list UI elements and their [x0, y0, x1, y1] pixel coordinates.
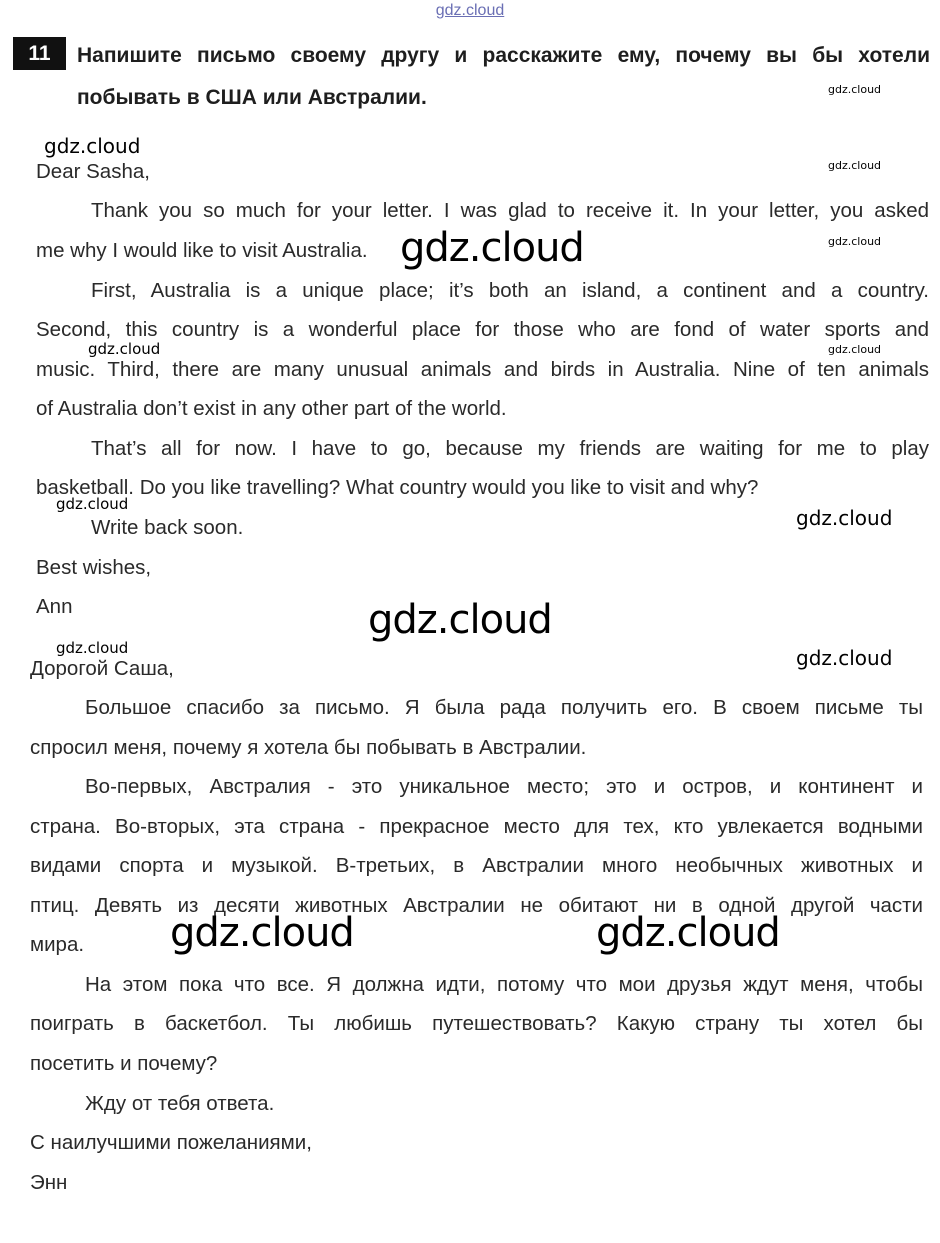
watermark: gdz.cloud	[88, 340, 161, 358]
paragraph-line: Жду от тебя ответа.	[85, 1092, 275, 1115]
watermark: gdz.cloud	[828, 343, 882, 356]
watermark: gdz.cloud	[56, 495, 129, 513]
watermark: gdz.cloud	[796, 646, 893, 670]
paragraph-line: Во-первых, Австралия - это уникальное место; это и остров, и континент и	[85, 775, 923, 798]
paragraph-line: Second, this country is a wonderful place for those who are fond of water sports and	[36, 318, 929, 341]
letter-greeting: Dear Sasha,	[36, 160, 150, 183]
paragraph-line: поиграть в баскетбол. Ты любишь путешествовать? Какую страну ты хотел бы	[30, 1012, 923, 1035]
letter-greeting: Дорогой Саша,	[30, 657, 174, 680]
watermark: gdz.cloud	[368, 597, 552, 643]
watermark: gdz.cloud	[796, 506, 893, 530]
paragraph-line: видами спорта и музыкой. В-третьих, в Австралии много необычных животных и	[30, 854, 923, 877]
watermark: gdz.cloud	[596, 910, 780, 956]
paragraph-line: страна. Во-вторых, эта страна - прекрасное место для тех, кто увлекается водными	[30, 815, 923, 838]
letter-signature: Ann	[36, 595, 73, 618]
paragraph-line: Большое спасибо за письмо. Я была рада получить его. В своем письме ты	[85, 696, 923, 719]
watermark: gdz.cloud	[828, 159, 882, 172]
letter-closing: С наилучшими пожеланиями,	[30, 1131, 312, 1154]
task-line-2: побывать в США или Австралии.	[77, 86, 427, 109]
letter-signature: Энн	[30, 1171, 68, 1194]
watermark: gdz.cloud	[170, 910, 354, 956]
watermark: gdz.cloud	[400, 225, 584, 271]
paragraph-line: That’s all for now. I have to go, because my friends are waiting for me to play	[91, 437, 929, 460]
paragraph-line: Write back soon.	[91, 516, 244, 539]
paragraph-line: На этом пока что все. Я должна идти, потому что мои друзья ждут меня, чтобы	[85, 973, 923, 996]
paragraph-line: Thank you so much for your letter. I was glad to receive it. In your letter, you asked	[91, 199, 929, 222]
site-watermark-link[interactable]: gdz.cloud	[435, 2, 505, 19]
task-instruction	[77, 35, 930, 119]
watermark: gdz.cloud	[828, 83, 882, 96]
watermark: gdz.cloud	[828, 235, 882, 248]
watermark: gdz.cloud	[44, 134, 141, 158]
paragraph-line: посетить и почему?	[30, 1052, 218, 1075]
task-number-badge: 11	[13, 37, 66, 70]
paragraph-line: мира.	[30, 933, 85, 956]
paragraph-line: me why I would like to visit Australia.	[36, 239, 368, 262]
task-line-1: Напишите письмо своему другу и расскажите ему, почему вы бы хотели	[77, 44, 930, 67]
paragraph-line: music. Third, there are many unusual animals and birds in Australia. Nine of ten animals	[36, 358, 929, 381]
paragraph-line: спросил меня, почему я хотела бы побывать в Австралии.	[30, 736, 587, 759]
paragraph-line: basketball. Do you like travelling? What country would you like to visit and why?	[36, 476, 759, 499]
paragraph-line: First, Australia is a unique place; it’s both an island, a continent and a country.	[91, 279, 929, 302]
letter-closing: Best wishes,	[36, 556, 152, 579]
paragraph-line: птиц. Девять из десяти животных Австралии не обитают ни в одной другой части	[30, 894, 923, 917]
watermark: gdz.cloud	[56, 639, 129, 657]
paragraph-line: of Australia don’t exist in any other part of the world.	[36, 397, 507, 420]
